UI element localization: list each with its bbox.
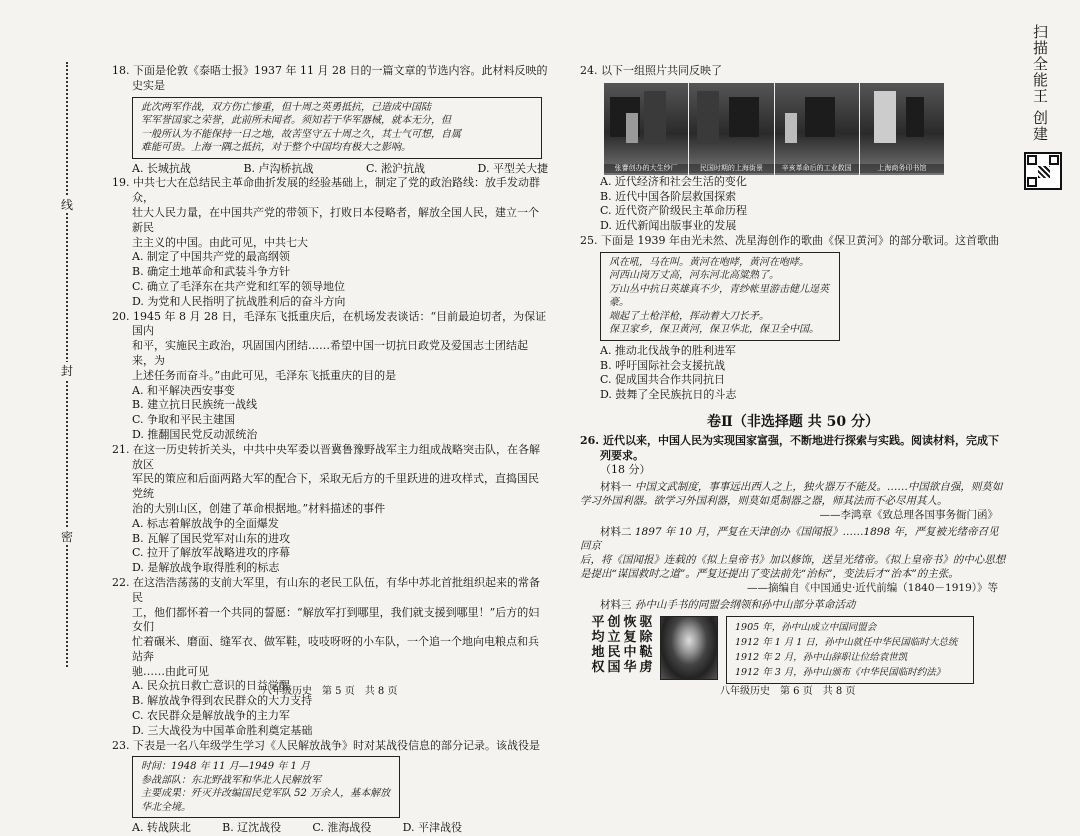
timeline-item: 1905 年，孙中山成立中国同盟会 bbox=[735, 621, 877, 633]
material-text: 学习外国利器。欲学习外国利器，则莫如觅制器之器，师其法而不必尽用其人。 bbox=[580, 495, 948, 508]
question-stem: 24. 以下一组照片共同反映了 bbox=[580, 64, 722, 77]
binding-mark-xian: 线 bbox=[60, 198, 73, 212]
stem-line: 治的大别山区，创建了革命根据地。”材料描述的事件 bbox=[132, 501, 386, 515]
quote-line: 一般所认为不能保持一日之地，故苦坚守五十周之久，其士气可想，自属 bbox=[141, 128, 461, 140]
question-stem bbox=[112, 310, 548, 384]
option-a: A. 近代经济和社会生活的变化 bbox=[600, 174, 747, 188]
stem-line: 和平，实施民主政治，巩固国内团结……希望中国一切抗日政党及爱国志士团结起来，为 bbox=[132, 339, 528, 367]
quote-line: 军军誉国家之荣誉，此前所未闻者。须知若干华军器械，就本无分，但 bbox=[141, 115, 451, 127]
option-c: C. 拉开了解放军战略进攻的序幕 bbox=[132, 546, 291, 560]
photo-factory bbox=[604, 83, 689, 175]
sun-yat-sen-portrait bbox=[660, 616, 718, 680]
option-d: D. 平型关大捷 bbox=[477, 161, 548, 175]
option-d: D. 为党和人民指明了抗战胜利后的奋斗方向 bbox=[132, 294, 346, 308]
calligraphy-char: 权 bbox=[591, 659, 605, 675]
material-label: 材料二 bbox=[600, 525, 632, 538]
scanner-watermark: 扫描全能王 创建 bbox=[1031, 24, 1049, 142]
timeline-item: 1912 年 3 月，孙中山颁布《中华民国临时约法》 bbox=[735, 666, 946, 678]
option-a: A. 制定了中国共产党的最高纲领 bbox=[132, 250, 290, 264]
option-b: B. 近代中国各阶层救国探索 bbox=[600, 189, 737, 203]
option-d: D. 鼓舞了全民族抗日的斗志 bbox=[600, 388, 737, 402]
calligraphy-char: 立 bbox=[607, 629, 621, 645]
material-source: ——李鸿章《致总理各国事务衙门函》 bbox=[819, 509, 998, 522]
stem-line: 驰……由此可见 bbox=[132, 664, 209, 678]
material-3 bbox=[580, 598, 1006, 612]
record-box bbox=[132, 756, 400, 818]
record-line: 参战部队：东北野战军和华北人民解放军 bbox=[141, 774, 321, 786]
quote-line: 此次两军作战，双方伤亡惨重，但十周之英勇抵抗，已造成中国陆 bbox=[141, 101, 431, 113]
stem-line: 上述任务而奋斗。”由此可见，毛泽东飞抵重庆的目的是 bbox=[132, 368, 397, 382]
photo-press bbox=[860, 83, 944, 175]
question-stem: 26. 近代以来，中国人民为实现国家富强，不断地进行探索与实践。阅读材料，完成下列要求。 bbox=[580, 433, 999, 462]
option-b: B. 确定土地革命和武装斗争方针 bbox=[132, 265, 291, 279]
lyrics-box bbox=[600, 252, 840, 341]
question-18 bbox=[112, 64, 548, 176]
question-stem bbox=[112, 176, 548, 250]
question-26 bbox=[580, 434, 1006, 684]
option-d: D. 是解放战争取得胜利的标志 bbox=[132, 561, 280, 575]
options-row bbox=[132, 821, 462, 836]
question-24 bbox=[580, 64, 1006, 234]
right-page bbox=[580, 64, 1006, 684]
calligraphy-char: 复 bbox=[623, 629, 637, 645]
question-stem bbox=[112, 576, 548, 680]
lyric-line: 端起了土枪洋枪，挥动着大刀长矛。 bbox=[609, 310, 769, 322]
lyric-line: 风在吼，马在叫。黄河在咆哮，黄河在咆哮。 bbox=[609, 256, 809, 268]
option-c: C. 淮海战役 bbox=[312, 821, 372, 835]
page-footer-left: 八年级历史 第 5 页 共 8 页 bbox=[262, 686, 398, 697]
stem-line: 工，他们都怀着一个共同的誓愿：“解放军打到哪里，我们就支援到哪里！”后方的妇女们 bbox=[132, 605, 540, 634]
option-d: D. 近代新闻出版事业的发展 bbox=[600, 219, 737, 233]
option-a: A. 标志着解放战争的全面爆发 bbox=[132, 516, 279, 530]
material-source: ——摘编自《中国通史·近代前编（1840－1919）》等 bbox=[746, 581, 998, 594]
stem-line: 主主义的中国。由此可见，中共七大 bbox=[132, 235, 308, 249]
option-b: B. 卢沟桥抗战 bbox=[243, 161, 314, 175]
photo-workers bbox=[775, 83, 860, 175]
material-text: 中国文武制度，事事远出西人之上，独火器万不能及。……中国欲自强，则莫如 bbox=[634, 481, 1003, 494]
option-a: A. 转战陕北 bbox=[132, 821, 191, 835]
calligraphy-char: 虏 bbox=[639, 659, 653, 675]
material-2 bbox=[580, 525, 1006, 581]
option-c: C. 促成国共合作共同抗日 bbox=[600, 373, 726, 387]
option-c: C. 确立了毛泽东在共产党和红军的领导地位 bbox=[132, 279, 346, 293]
photo-caption: 辛亥革命后的工业救国 bbox=[775, 164, 859, 173]
question-25 bbox=[580, 234, 1006, 403]
binding-mark-mi: 密 bbox=[60, 530, 73, 544]
option-b: B. 瓦解了国民党军对山东的进攻 bbox=[132, 531, 291, 545]
question-stem: 25. 下面是 1939 年由光未然、冼星海创作的歌曲《保卫黄河》的部分歌词。这首歌曲 bbox=[580, 233, 999, 247]
material-text: 后，将《国闻报》连载的《拟上皇帝书》加以修饰，送呈光绪帝。《拟上皇帝书》的中心思想 bbox=[580, 553, 1006, 566]
material-title: 孙中山手书的同盟会纲领和孙中山部分革命活动 bbox=[634, 598, 856, 611]
option-c: C. 淞沪抗战 bbox=[366, 161, 426, 175]
stem-line: 21. 在这一历史转折关头，中共中央军委以晋冀鲁豫野战军主力组成战略突击队，在各解放区 bbox=[112, 442, 540, 471]
calligraphy-char: 地 bbox=[591, 644, 605, 660]
question-21 bbox=[112, 443, 548, 576]
option-b: B. 辽沈战役 bbox=[222, 821, 282, 835]
question-22 bbox=[112, 576, 548, 739]
option-a: A. 民众抗日救亡意识的日益觉醒 bbox=[132, 679, 290, 693]
quote-box bbox=[132, 97, 542, 159]
photo-strip bbox=[604, 83, 944, 175]
question-19 bbox=[112, 176, 548, 309]
option-b: B. 建立抗日民族统一战线 bbox=[132, 398, 258, 412]
question-stem: 18. 下面是伦敦《泰晤士报》1937 年 11 月 28 日的一篇文章的节选内容。此材料反映的史实是 bbox=[112, 64, 548, 92]
option-d: D. 平津战役 bbox=[402, 821, 462, 835]
option-a: A. 长城抗战 bbox=[132, 161, 191, 175]
photo-caption: 民国时期的上海街景 bbox=[689, 164, 773, 173]
calligraphy-char: 创 bbox=[607, 614, 621, 630]
calligraphy-char: 除 bbox=[639, 629, 653, 645]
calligraphy-char: 国 bbox=[607, 659, 621, 675]
option-b: B. 呼吁国际社会支援抗战 bbox=[600, 358, 726, 372]
lyric-line: 保卫家乡，保卫黄河，保卫华北，保卫全中国。 bbox=[609, 324, 819, 336]
options-row bbox=[132, 162, 548, 177]
quote-line: 难能可贵。上海一隅之抵抗，对于整个中国均有极大之影响。 bbox=[141, 142, 411, 154]
stem-line: 22. 在这浩浩荡荡的支前大军里，有山东的老民工队伍，有华中苏北首批组织起来的常备民 bbox=[112, 575, 540, 604]
timeline-item: 1912 年 1 月 1 日，孙中山就任中华民国临时大总统 bbox=[735, 636, 958, 648]
photo-caption: 张謇创办的大生纱厂 bbox=[604, 164, 688, 173]
material-text: 是提出“谋国救时之道”。严复还提出了变法前先“治标”，变法后才“治本”的主张。 bbox=[580, 567, 959, 580]
record-line: 主要成果：歼灭并改编国民党军队 52 万余人，基本解放华北全境。 bbox=[141, 788, 391, 813]
question-stem: 23. 下表是一名八年级学生学习《人民解放战争》时对某战役信息的部分记录。该战役是 bbox=[112, 738, 540, 752]
material-text: 1897 年 10 月，严复在天津创办《国闻报》……1898 年，严复被光绪帝召见回京 bbox=[580, 525, 999, 552]
option-a: A. 推动北伐战争的胜利进军 bbox=[600, 343, 736, 357]
record-line: 时间：1948 年 11 月—1949 年 1 月 bbox=[141, 761, 311, 773]
lyric-line: 万山丛中抗日英雄真不少，青纱帐里游击健儿逞英豪。 bbox=[609, 283, 829, 309]
binding-mark-feng: 封 bbox=[60, 364, 73, 378]
question-23 bbox=[112, 739, 548, 836]
timeline-item: 1912 年 2 月，孙中山辞职让位给袁世凯 bbox=[735, 651, 908, 663]
left-page bbox=[112, 64, 548, 836]
qr-code-icon bbox=[1024, 152, 1062, 190]
material-label: 材料一 bbox=[600, 481, 632, 494]
stem-line: 20. 1945 年 8 月 28 日，毛泽东飞抵重庆后，在机场发表谈话：“目前最迫切者，为保证国内 bbox=[112, 309, 547, 338]
stem-line: 军民的策应和后面两路大军的配合下，采取无后方的千里跃进的进攻样式，直捣国民党统 bbox=[132, 472, 539, 501]
calligraphy-char: 鞑 bbox=[639, 644, 653, 660]
option-d: D. 推翻国民党反动派统治 bbox=[132, 427, 258, 441]
material-3-content bbox=[590, 616, 1006, 684]
calligraphy-char: 中 bbox=[623, 644, 637, 660]
lyric-line: 河西山岗万丈高，河东河北高粱熟了。 bbox=[609, 270, 779, 282]
photo-street bbox=[689, 83, 774, 175]
option-c: C. 争取和平民主建国 bbox=[132, 413, 236, 427]
material-1 bbox=[580, 480, 1006, 508]
option-a: A. 和平解决西安事变 bbox=[132, 383, 235, 397]
stem-line: 壮大人民力量，在中国共产党的带领下，打败日本侵略者，解放全国人民，建立一个新民 bbox=[132, 205, 539, 234]
section-title: 卷Ⅱ（非选择题 共 50 分） bbox=[707, 413, 879, 430]
option-b: B. 解放战争得到农民群众的大力支持 bbox=[132, 694, 313, 708]
timeline-box bbox=[726, 616, 974, 684]
calligraphy-char: 民 bbox=[607, 644, 621, 660]
stem-line: 19. 中共七大在总结民主革命曲折发展的经验基础上，制定了党的政治路线：放手发动群众， bbox=[112, 176, 540, 205]
stem-line: 忙着碾米、磨面、缝军衣、做军鞋，吱吱呀呀的小车队，一个追一个地向电粮点和兵站奔 bbox=[132, 635, 539, 663]
question-20 bbox=[112, 310, 548, 443]
calligraphy-char: 华 bbox=[623, 659, 637, 675]
question-score: （18 分） bbox=[600, 463, 651, 477]
option-c: C. 近代资产阶级民主革命历程 bbox=[600, 204, 748, 218]
option-d: D. 三大战役为中国革命胜利奠定基础 bbox=[132, 723, 313, 737]
calligraphy-char: 恢 bbox=[623, 614, 637, 630]
calligraphy-char: 驱 bbox=[639, 614, 653, 630]
question-stem bbox=[112, 443, 548, 517]
page-footer-right: 八年级历史 第 6 页 共 8 页 bbox=[720, 686, 856, 697]
calligraphy-char: 平 bbox=[591, 614, 605, 630]
calligraphy-platform bbox=[590, 616, 654, 676]
calligraphy-char: 均 bbox=[591, 629, 605, 645]
material-label: 材料三 bbox=[600, 598, 632, 611]
photo-caption: 上海商务印书馆 bbox=[860, 164, 944, 173]
option-c: C. 农民群众是解放战争的主力军 bbox=[132, 709, 291, 723]
